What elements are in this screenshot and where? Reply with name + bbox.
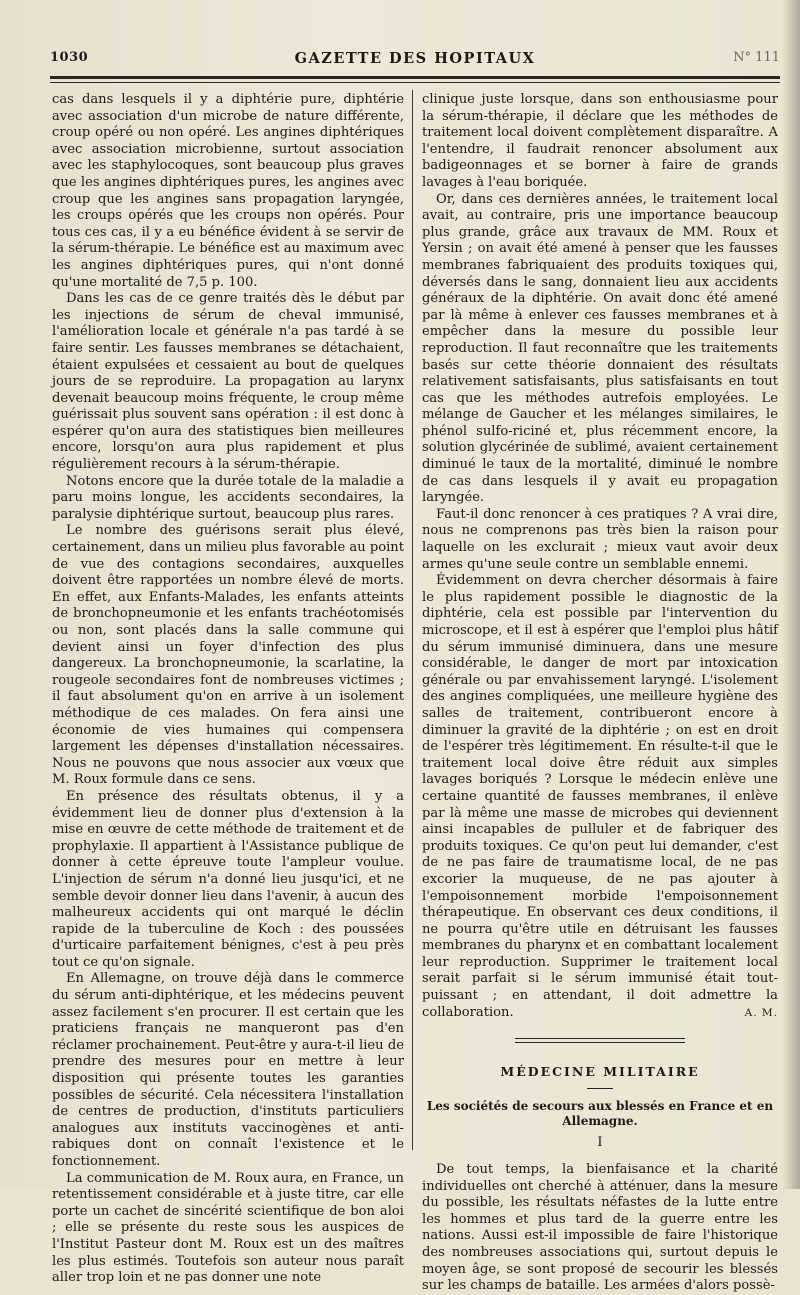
paragraph: En présence des résultats obtenus, il y a évidemment lieu de donner plus d'extension à la mise en œuvre de cette méthode de traitement et de prophylaxie. Il appartient à l'Assistance publique de donner à cette épreuve toute l'ampleur voulue. L'injection de sérum n'a donné lieu jusqu'ici, et ne semble devoir donner lieu dans l'avenir, à aucun des malheureux accidents qui ont marqué le déclin rapide de la tuberculine de Koch : des poussées d'urticaire parfaitement bénignes, c'est à peu près tout ce qu'on signale. (52, 788, 404, 970)
paragraph: La communication de M. Roux aura, en France, un retentissement considérable et à juste titre, car elle porte un cachet de sincérité scientifique de bon aloi ; elle se présente du reste sous les auspices de l'Institut Pasteur dont M. Roux est un des maîtres les plus estimés. Toutefois son auteur nous paraît aller trop loin et ne pas donner une note (52, 1170, 404, 1286)
article-part-number: I (597, 1135, 603, 1151)
header-rule-thin (50, 82, 780, 83)
separator-ornament (515, 1038, 685, 1043)
article-title: Les sociétés de secours aux blessés en France et en Allemagne. (426, 1099, 774, 1129)
journal-title: GAZETTE DES HOPITAUX (294, 50, 536, 67)
page-header (50, 50, 780, 72)
paragraph: Notons encore que la durée totale de la maladie a paru moins longue, les accidents secondaires, la paralysie diphtérique surtout, beaucoup plus rares. (52, 473, 404, 522)
paragraph: Faut-il donc renoncer à ces pratiques ? A vrai dire, nous ne comprenons pas très bien la raison pour laquelle on les exclurait ; mieux vaut avoir deux armes qu'une seule contre un semblable ennemi. (422, 506, 778, 572)
paragraph-last (422, 573, 778, 1021)
paragraph: Le nombre des guérisons serait plus élevé, certainement, dans un milieu plus favorable au point de vue des contagions secondaires, auxquelles doivent être rapportées un nombre élevé de morts. En effet, aux Enfants-Malades, les enfants atteints de bronchopneumonie et les enfants trachéotomisés ou non, sont placés dans la salle commune qui devient ainsi un foyer d'infection des plus dangereux. La bronchopneumonie, la scarlatine, la rougeole secondaires font de nombreuses victimes ; il faut absolument qu'on en arrive à un isolement méthodique de ces malades. On fera ainsi une économie de vies humaines qui compensera largement les dépenses d'installation nécessaires. Nous ne pouvons que nous associer aux vœux que M. Roux formule dans ce sens. (52, 523, 404, 788)
paragraph: En Allemagne, on trouve déjà dans le commerce du sérum anti-diphtérique, et les médecins peuvent assez facilement s'en procurer. Il est certain que les praticiens français ne manqueront pas d'en réclamer prochainement. Peut-être y aura-t-il lieu de prendre des mesures pour en mettre à leur disposition qui présente toutes les garanties possibles de sécurité. Cela nécessitera l'installation de centres de production, d'instituts particuliers analogues aux instituts vaccinogènes et anti-rabiques dont on connaît l'existence et le fonctionnement. (52, 971, 404, 1169)
paragraph: De tout temps, la bienfaisance et la charité individuelles ont cherché à atténuer, dans la mesure du possible, les résultats néfastes de la lutte entre les hommes et plus tard de la guerre entre les nations. Aussi est-il impossible de faire l'historique des nombreuses associations qui, surtout depuis le moyen âge, se sont proposé de secourir les blessés sur les champs de bataille. Les armées d'alors possè- (422, 1162, 778, 1294)
issue-number: N° 111 (733, 50, 780, 65)
column-divider (412, 90, 413, 1150)
header-rule-thick (50, 76, 780, 79)
left-column (52, 92, 404, 1286)
right-column (422, 92, 778, 1294)
paragraph: Dans les cas de ce genre traités dès le début par les injections de sérum de cheval immunisé, l'amélioration locale et générale n'a pas tardé à se faire sentir. Les fausses membranes se détachaient, étaient expulsées et cessaient au bout de quelques jours de se reproduire. La propagation au larynx devenait beaucoup moins fréquente, le croup même guérissait plus souvent sans opération : il est donc à espérer qu'on aura des statistiques bien meilleures encore, lorsqu'on aura plus rapidement et plus régulièrement recours à la sérum-thérapie. (52, 291, 404, 473)
paragraph: clinique juste lorsque, dans son enthousiasme pour la sérum-thérapie, il déclare que les méthodes de traitement local doivent complètement disparaître. A l'entendre, il faudrait renoncer absolument aux badigeonnages et se borner à faire de grands lavages à l'eau boriquée. (422, 92, 778, 190)
section-heading: MÉDECINE MILITAIRE (500, 1063, 700, 1079)
paragraph-text: Évidemment on devra chercher désormais à faire le plus rapidement possible le diagnostic de la diphtérie, cela est possible par l'intervention du microscope, et il est à espérer que l'emploi plus hâtif du sérum immunisé diminuera, dans une mesure considérable, le danger de mort par intoxication générale ou par envahissement laryngé. L'isolement des angines compliquées, une meilleure hygiène des salles de traitement, contribueront encore à diminuer la gravité de la diphtérie ; on est en droit de l'espérer très légitimement. En résulte-t-il que le traitement local doive être réduit aux simples lavages boriqués ? Lorsque le médecin enlève une certaine quantité de fausses membranes, il enlève par là même une masse de microbes qui deviennent ainsi incapables de pulluler et de fabriquer des produits toxiques. Ce qu'on peut lui demander, c'est de ne pas faire de traumatisme local, de ne pas excorier la muqueuse, de ne pas ajouter à l'empoisonnement morbide l'empoisonnement thérapeutique. En observant ces deux conditions, il ne pourra qu'être utile en détruisant les fausses membranes du pharynx et en combattant localement leur reproduction. Supprimer le traitement local serait parfait si le sérum immunisé était tout-puissant ; en attendant, il doit admettre la collaboration. (422, 573, 778, 1020)
section-separator (422, 1033, 778, 1050)
paragraph: Or, dans ces dernières années, le traitement local avait, au contraire, pris une importance beaucoup plus grande, grâce aux travaux de MM. Roux et Yersin ; on avait été amené à penser que les fausses membranes fabriquaient des produits toxiques qui, déversés dans le sang, donnaient lieu aux accidents généraux de la diphtérie. On avait donc été amené par là même à enlever ces fausses membranes et à empêcher dans la mesure du possible leur reproduction. Il faut reconnaître que les traitements basés sur cette théorie donnaient des résultats relativement satisfaisants, plus satisfaisants en tout cas que les méthodes autrefois employées. Le mélange de Gaucher et les mélanges similaires, le phénol sulfo-riciné et, plus récemment encore, la solution glycérinée de sublimé, avaient certainement diminué le taux de la mortalité, diminué le nombre de cas dans lesquels il y avait eu propagation laryngée. (422, 191, 778, 506)
heading-rule (587, 1088, 613, 1089)
page-edge-shadow (782, 0, 800, 1189)
author-signature: A. M. (744, 1006, 778, 1019)
page-number: 1030 (50, 50, 89, 65)
paragraph: cas dans lesquels il y a diphtérie pure, diphtérie avec association d'un microbe de nature différente, croup opéré ou non opéré. Les angines diphtériques avec association microbienne, surtout association avec les staphylocoques, sont beaucoup plus graves que les angines diphtériques pures, les angines avec croup que les angines sans propagation laryngée, les croups opérés que les croups non opérés. Pour tous ces cas, il y a eu bénéfice évident à se servir de la sérum-thérapie. Le bénéfice est au maximum avec les angines diphtériques pures, qui n'ont donné qu'une mortalité de 7,5 p. 100. (52, 92, 404, 290)
